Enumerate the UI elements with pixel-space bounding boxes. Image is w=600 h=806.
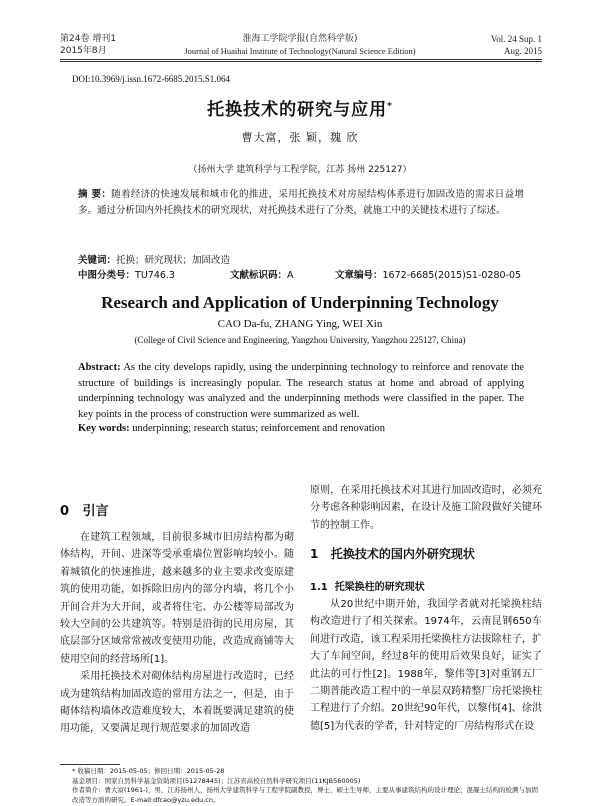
- abstract-cn-text: 随着经济的快速发展和城市化的推进，采用托换技术对房屋结构体系进行加固改造的需求日益增多。通过分析国内外托换技术的研究现状，对托换技术进行了分类，就施工中的关键技术进行了综述。: [78, 189, 524, 216]
- footnote-received: * 收稿日期：2015-05-05；修回日期：2015-05-28: [72, 767, 225, 775]
- title-en: Research and Application of Underpinning Technology: [101, 293, 499, 312]
- right-column-paragraph: 原则，在采用托换技术对其进行加固改造时，必须充分考虑各种影响因素，在设计及施工阶段做好关键环节的控制工作。: [310, 485, 542, 531]
- header-volume-en: Vol. 24 Sup. 1: [490, 34, 542, 44]
- keywords-cn: [78, 252, 230, 266]
- section-0-number: 0: [60, 504, 70, 519]
- affiliation-cn: （扬州大学 建筑科学与工程学院，江苏 扬州 225127）: [188, 165, 412, 175]
- abstract-en: [78, 360, 524, 422]
- doi: DOI:10.3969/j.issn.1672-6685.2015.S1.064: [72, 74, 231, 84]
- header-journal-cn: 淮海工学院学报(自然科学版): [242, 34, 358, 44]
- keywords-en: [78, 423, 385, 434]
- subsection-1-1-number: 1.1: [310, 582, 328, 593]
- title-cn: [0, 95, 600, 120]
- title-mark: *: [387, 101, 393, 112]
- subsection-1-1-heading: [310, 578, 425, 593]
- keywords-cn-text: 托换；研究现状；加固改造: [116, 255, 231, 266]
- section-1-number: 1: [310, 547, 319, 561]
- clc-number: [78, 267, 175, 281]
- footnote-author-bio: 作者简介：曹大富(1961-)，男，江苏扬州人，扬州大学建筑科学与工程学院副教授，博士，硕士生导师，主要从事建筑结构的设计理论、混凝土结构的检测与加固改造等方面的研究。E-mail:dfcao@yzu.edu.cn。: [72, 786, 538, 804]
- footnote-rule: [60, 764, 120, 765]
- footnote-fund: 基金项目：国家自然科学基金资助项目(51278445)；江苏省高校自然科学研究项目(11KJB560005): [72, 776, 361, 785]
- doc-code-label: 文献标识码：: [230, 270, 288, 281]
- keywords-en-label: Key words:: [78, 423, 130, 434]
- section-1-title: 托换技术的国内外研究现状: [330, 547, 475, 561]
- keywords-cn-label: 关键词：: [78, 255, 117, 266]
- subsection-1-1-paragraph: 从20世纪中期开始，我国学者就对托梁换柱结构改造进行了相关探索。1974年，云南昆钢650车间进行改造，该工程采用托梁换柱方法拔除柱子，扩大了车间空间，经过8年的使用后效果良好，证实了此法的可行性[2]。1988年，黎伟等[3]对重钢五厂二期普能改造工程中的一单层双跨精整厂房托梁换柱工程进行了介绍。20世纪90年代，以黎伟[4]、徐洪德[5]为代表的学者，针对特定的厂房结构形式在设: [310, 599, 542, 732]
- header-volume-cn: 第24卷 增刊1: [60, 34, 117, 44]
- article-number: [335, 267, 521, 281]
- section-0-paragraph-2: 采用托换技术对砌体结构房屋进行改造时，已经成为建筑结构加固改造的常用方法之一，但是，由于砌体结构墙体改造难度较大，本着既要满足建筑的使用功能，又要满足现行规范要求的加固改造: [60, 671, 294, 735]
- article-no-label: 文章编号：: [335, 270, 383, 281]
- abstract-en-text: As the city develops rapidly, using the underpinning technology to reinforce and renovate the structure of buildings is increasingly popular. The research status at home and abroad of applying underpinning technology was analyzed and the underpinning methods were classified in the paper. The key points in the process of construction were summarized as well.: [78, 362, 524, 420]
- header-rule-top: [60, 59, 542, 60]
- abstract-cn: [78, 187, 524, 219]
- header-journal-en: Journal of Huaihai Institute of Technology(Natural Science Edition): [184, 46, 416, 56]
- clc-label: 中图分类号：: [78, 270, 136, 281]
- affiliation-en: (College of Civil Science and Engineering, Yangzhou University, Yangzhou 225127, China): [134, 335, 466, 345]
- article-no-value: 1672-6685(2015)S1-0280-05: [382, 270, 522, 281]
- clc-value: TU746.3: [135, 270, 175, 281]
- section-0-title: 引言: [82, 504, 109, 519]
- footnote: [72, 767, 542, 805]
- subsection-1-1-title: 托梁换柱的研究现状: [334, 582, 425, 593]
- header-date-cn: 2015年8月: [60, 46, 107, 56]
- document-code: [230, 267, 294, 281]
- section-1-heading: [310, 545, 475, 562]
- doc-code-value: A: [287, 270, 294, 281]
- abstract-en-label: Abstract:: [78, 362, 121, 373]
- keywords-en-text: underpinning; research status; reinforcement and renovation: [132, 423, 386, 434]
- section-0-paragraph-1: 在建筑工程领域，目前很多城市旧房结构都为砌体结构，开间、进深等受承重墙位置影响均较小。随着城镇化的快速推进，越来越多的业主要求改变原建筑的使用功能，如拆除旧房内的部分内墙，将几个小开间合并为大开间，或者将住宅、办公楼等局部改为较大空间的公共建筑等。特别是沿街的民用房屋，其底层部分区域常常被改变使用功能，改造成商铺等大使用空间的经营场所[1]。: [60, 532, 294, 665]
- header-rule-bottom: [60, 61, 542, 62]
- right-column-continuation: [310, 482, 542, 534]
- left-column: [60, 529, 294, 738]
- header-date-en: Aug. 2015: [504, 46, 542, 56]
- authors-en: CAO Da-fu, ZHANG Ying, WEI Xin: [217, 318, 383, 330]
- authors-cn: 曹大富，张 颖，魏 欣: [241, 131, 359, 144]
- section-0-heading: [60, 500, 109, 519]
- title-cn-text: 托换技术的研究与应用: [207, 100, 388, 120]
- abstract-cn-label: 摘 要：: [78, 189, 112, 200]
- right-column-body: [310, 596, 542, 735]
